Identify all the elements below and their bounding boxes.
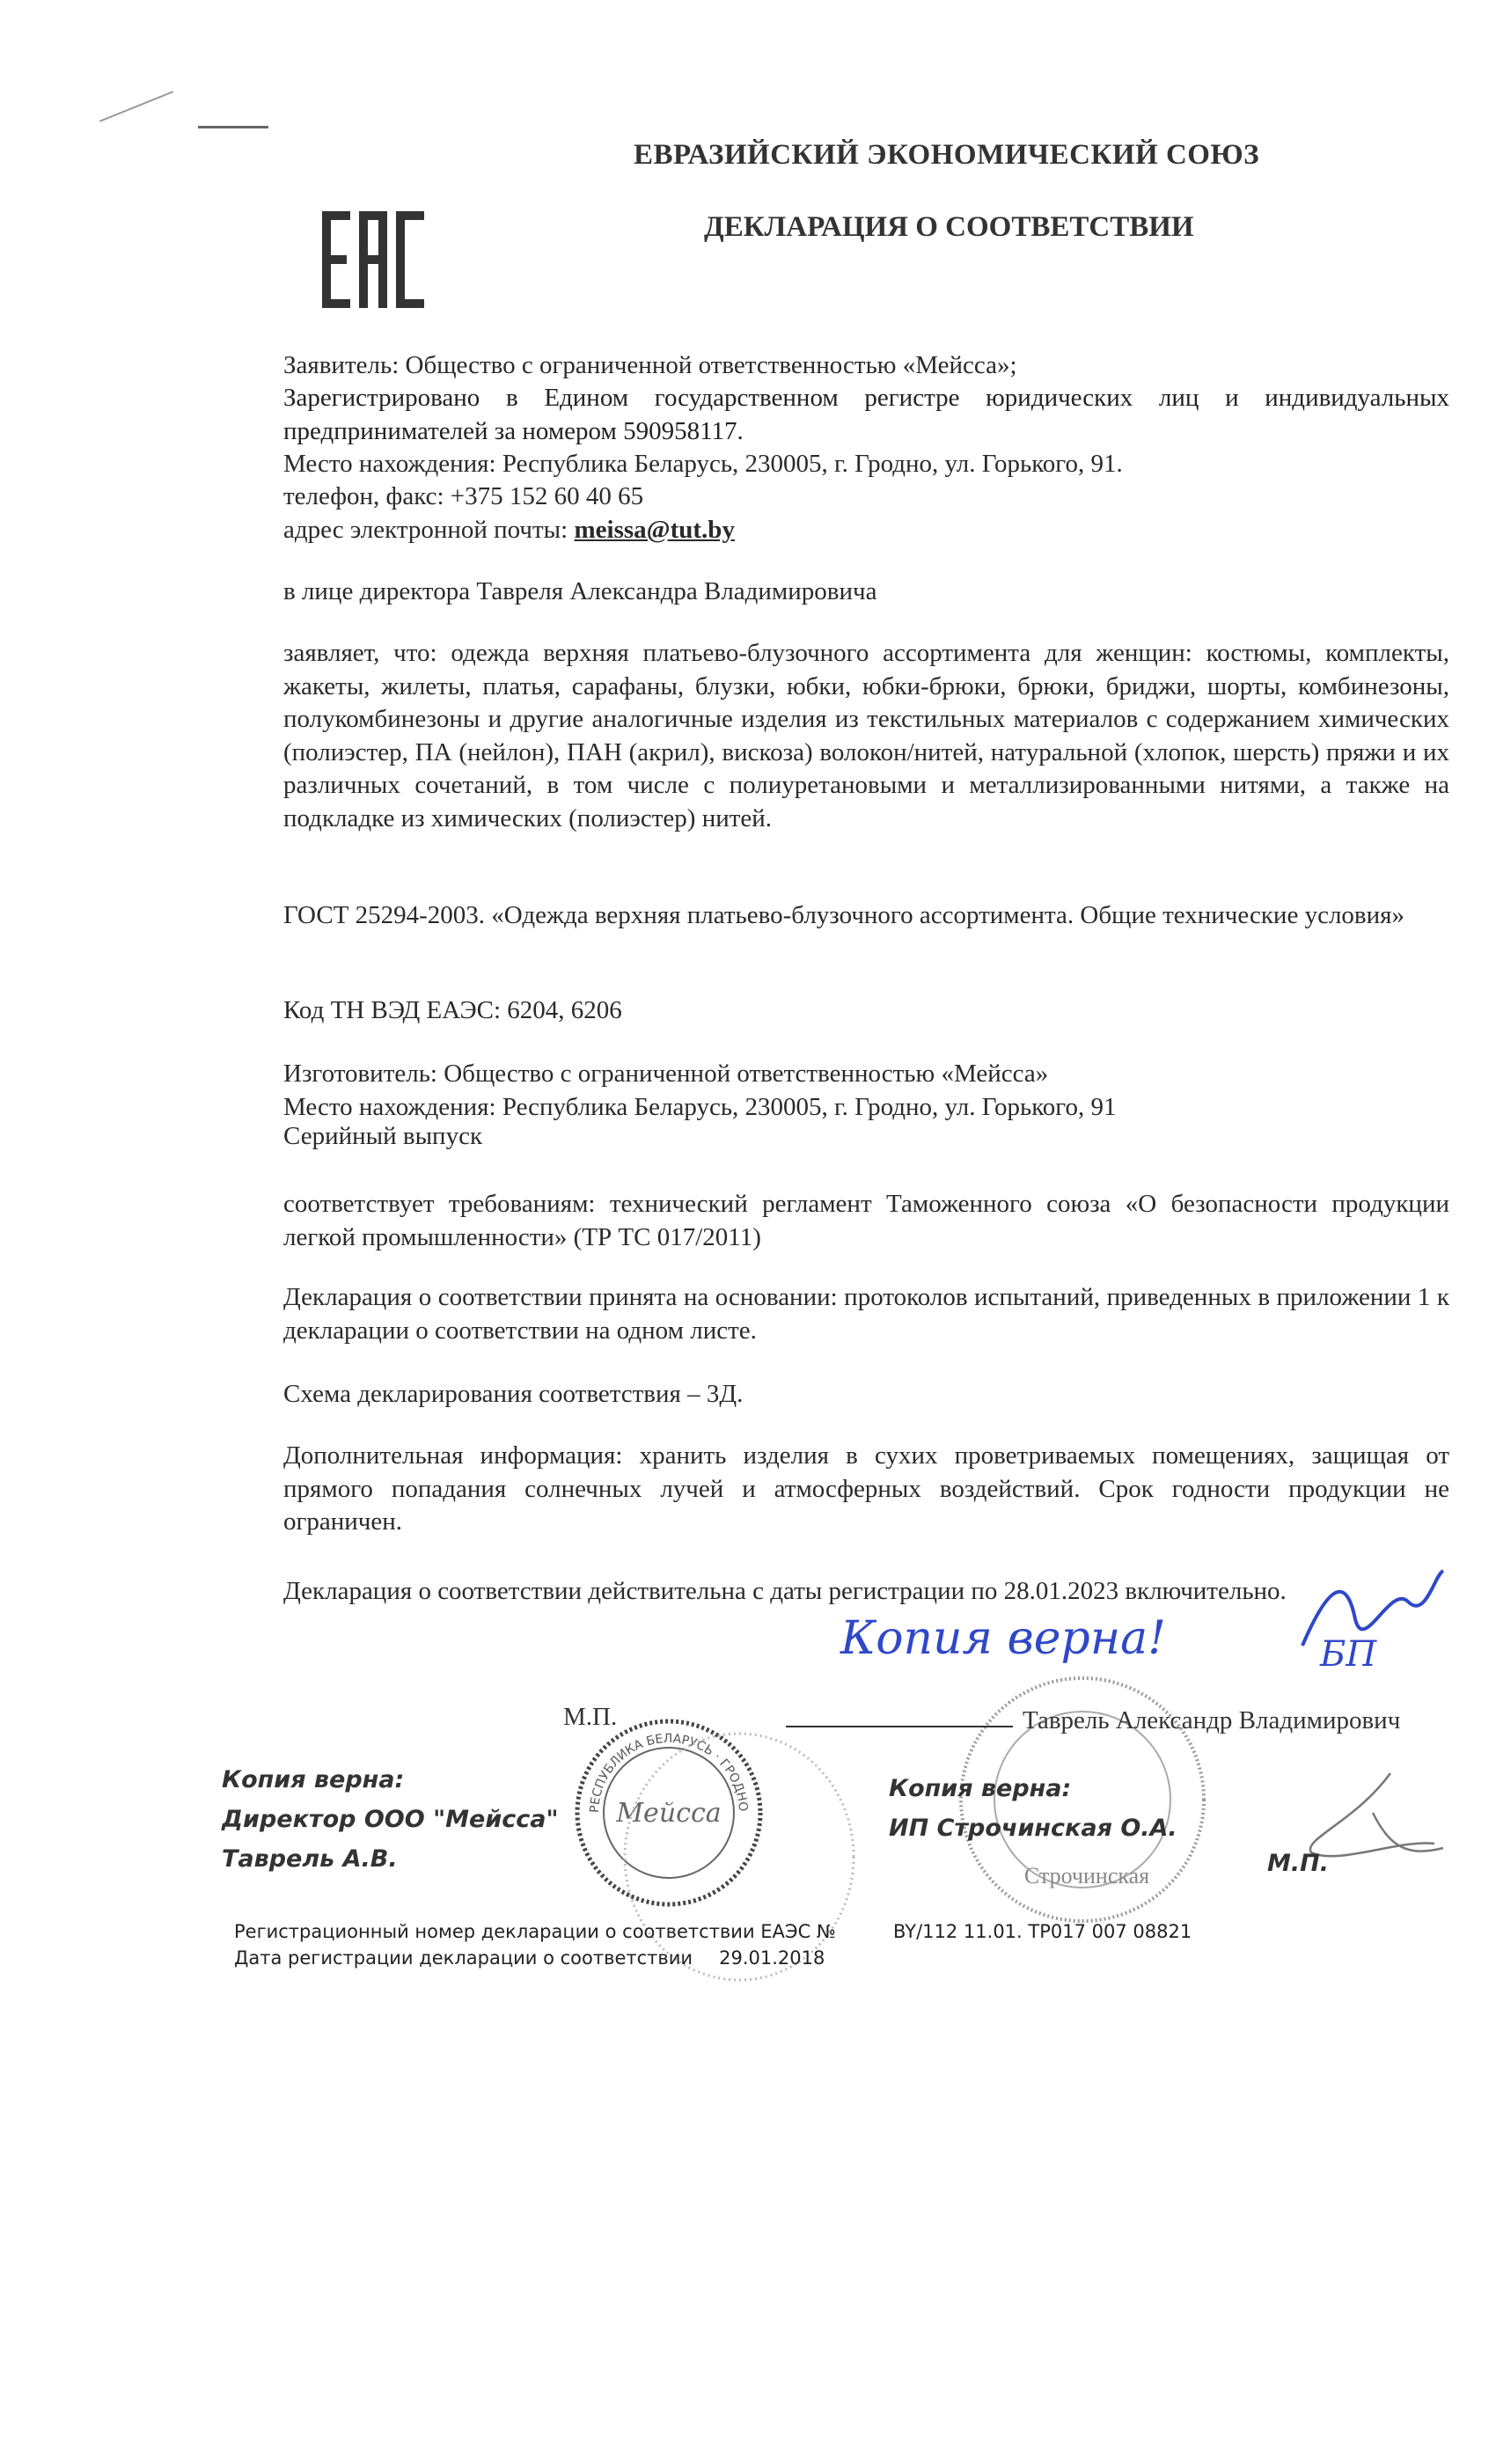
reg-number: BY/112 11.01. ТР017 007 08821 [893,1921,1192,1942]
declaration-scheme: Схема декларирования соответствия – 3Д. [283,1380,744,1408]
email-label: адрес электронной почты: [283,516,575,544]
union-title: ЕВРАЗИЙСКИЙ ЭКОНОМИЧЕСКИЙ СОЮЗ [634,139,1260,171]
tnved-code: Код ТН ВЭД ЕАЭС: 6204, 6206 [283,996,622,1024]
certified-copy-right [889,1769,1177,1848]
mp-label: М.П. [563,1703,618,1731]
applicant-address: Место нахождения: Республика Беларусь, 230005, г. Гродно, ул. Горького, 91. [283,450,1123,478]
scan-mark [99,91,173,122]
compliance-statement: соответствует требованиям: технический регламент Таможенного союза «О безопасности продукции легкой промышленности» (ТР ТС 017/2011) [283,1190,1449,1251]
stamp-center-text: Строчинская [1023,1863,1150,1888]
reg-number-label: Регистрационный номер декларации о соответствии ЕАЭС № [234,1921,836,1942]
certifier-name: ИП Строчинская О.А. [889,1815,1177,1842]
certified-copy-left [222,1760,559,1879]
manufacturer-address: Место нахождения: Республика Беларусь, 230005, г. Гродно, ул. Горького, 91 [283,1093,1117,1121]
handwritten-initials: БП [1320,1634,1377,1675]
registry-line: Зарегистрировано в Едином государственном регистре юридических лиц и индивидуальных предпринимателей за номером 590958117. [283,384,1449,445]
certified-label: Копия верна: [889,1775,1072,1802]
reg-date-label: Дата регистрации декларации о соответствии [234,1947,693,1969]
handwritten-copy-note: Копия верна! [840,1612,1166,1665]
signature-line [786,1726,1013,1727]
certified-label: Копия верна: [222,1766,405,1793]
scan-mark [198,126,268,128]
stamp-ring-text: РЕСПУБЛИКА БЕЛАРУСЬ · ГРОДНО [587,1731,751,1814]
mp-label-right: М.П. [1267,1850,1329,1877]
manufacturer-name: Изготовитель: Общество с ограниченной ответственностью «Мейсса» [283,1060,1049,1088]
declaration-basis: Декларация о соответствии принята на основании: протоколов испытаний, приведенных в приложении 1 к декларации о соответствии на одном листе. [283,1283,1449,1345]
director-line: в лице директора Тавреля Александра Владимировича [283,577,877,605]
applicant-phone: телефон, факс: +375 152 60 40 65 [283,482,644,510]
serial-release: Серийный выпуск [283,1122,483,1150]
applicant-line: Заявитель: Общество с ограниченной ответственностью «Мейсса»; [283,351,1017,379]
email-link[interactable]: meissa@tut.by [574,516,735,544]
registration-block [234,1918,836,1971]
product-description: заявляет, что: одежда верхняя платьево-блузочного ассортимента для женщин: костюмы, комплекты, жакеты, жилеты, платья, сарафаны, блузки, юбки, юбки-брюки, брюки, бриджи, шорты, комбинезоны, полукомбинезоны и другие аналогичные изделия из текстильных материалов с содержанием химических (полиэстер, ПА (нейлон), ПАН (акрил), вискоза) волокон/нитей, натуральной (хлопок, шерсть) пряжи и их различных сочетаний, в том числе с полиуретановыми и металлизированными нитями, а также на подкладке из химических (полиэстер) нитей. [283,639,1449,832]
applicant-email [283,514,1449,547]
additional-info: Дополнительная информация: хранить изделия в сухих проветриваемых помещениях, защищая от прямого попадания солнечных лучей и атмосферных воздействий. Срок годности продукции не ограничен. [283,1441,1449,1536]
reg-date: 29.01.2018 [719,1947,825,1969]
gost-standard: ГОСТ 25294-2003. «Одежда верхняя платьево-блузочного ассортимента. Общие технические условия» [283,901,1404,929]
handwritten-signature [1294,1566,1452,1663]
validity-period: Декларация о соответствии действительна с даты регистрации по 28.01.2023 включительно. [283,1577,1287,1605]
signatory-name: Таврель Александр Владимирович [1023,1706,1401,1734]
document-title: ДЕКЛАРАЦИЯ О СООТВЕТСТВИИ [704,211,1194,243]
certifier-name: Таврель А.В. [222,1845,398,1873]
stamp-center-text: Мейсса [616,1798,722,1829]
eac-logo [322,211,424,308]
certifier-position: Директор ООО "Мейсса" [222,1806,559,1833]
